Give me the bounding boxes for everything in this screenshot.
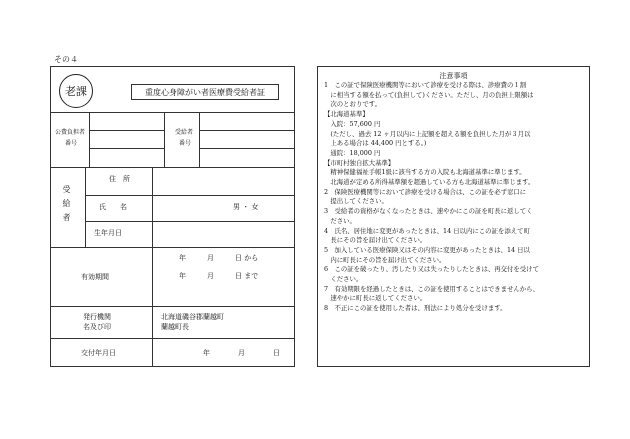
divider bbox=[152, 338, 153, 366]
note-line: 通院：18,000 円 bbox=[324, 148, 381, 157]
recipient-side-label: 受給者 bbox=[62, 185, 71, 227]
notes-panel bbox=[317, 66, 590, 367]
note-line: 4 氏名、居住地に変更があったときは、14 日以内にこの証を添えて町 bbox=[324, 226, 530, 235]
divider bbox=[164, 112, 165, 167]
notes-list bbox=[324, 81, 586, 314]
note-line: 【北海道基準】 bbox=[324, 110, 369, 119]
note-line: 内に町長にその旨を届け出てください。 bbox=[324, 255, 446, 264]
issuer-name-2: 蘭越町長 bbox=[161, 323, 189, 331]
divider bbox=[85, 167, 86, 247]
stamp-mark: 老課 bbox=[59, 74, 93, 108]
note-line: 2 保険医療機関等において診療を受ける場合は、この証を必ず窓口に bbox=[324, 187, 527, 196]
note-line: 速やかに町長に返してください。 bbox=[324, 294, 427, 303]
note-line: 6 この証を破ったり、汚したり又は失ったりしたときは、再交付を受けて bbox=[324, 265, 539, 274]
note-line: 上ある場合は 44,400 円とする。) bbox=[324, 139, 427, 148]
note-line: (ただし、過去 12 ヶ月以内に上記額を超える額を負担した月が３月以 bbox=[324, 129, 531, 138]
issuer-label: 発行機関 bbox=[83, 313, 111, 321]
divider bbox=[89, 112, 90, 167]
divider bbox=[85, 221, 294, 222]
recipient-number-label: 受給者 bbox=[175, 129, 194, 136]
issue-date-label: 交付年月日 bbox=[81, 349, 116, 357]
issue-date-value: 年 月 日 bbox=[203, 349, 280, 357]
divider bbox=[199, 130, 294, 131]
note-line: ださい。 bbox=[324, 216, 356, 225]
note-line: 次のとおりです。 bbox=[324, 100, 382, 109]
note-line: ください。 bbox=[324, 275, 363, 284]
note-line: に相当する額を払って(負担して)ください。ただし、月の負担上限額は bbox=[324, 90, 534, 99]
divider bbox=[152, 167, 153, 338]
divider bbox=[51, 247, 294, 248]
birthdate-label: 生年月日 bbox=[94, 229, 122, 237]
notes-title: 注意事項 bbox=[439, 72, 468, 80]
certificate-title: 重度心身障がい者医療費受給者証 bbox=[131, 84, 279, 100]
validity-label: 有効期間 bbox=[81, 273, 109, 281]
divider bbox=[89, 130, 164, 131]
note-line: 8 不正にこの証を使用した者は、刑法により処分を受けます。 bbox=[324, 304, 507, 313]
name-label: 氏 名 bbox=[99, 203, 127, 211]
note-line: 提出してください。 bbox=[324, 197, 388, 206]
recipient-number-label-2: 番号 bbox=[179, 140, 192, 147]
divider bbox=[199, 112, 200, 167]
certificate-card bbox=[50, 66, 295, 367]
divider bbox=[199, 148, 294, 149]
issuer-label-2: 名及び印 bbox=[83, 323, 111, 331]
validity-from: 年 月 日 から bbox=[179, 254, 259, 262]
note-line: 長にその旨を届け出てください。 bbox=[324, 236, 427, 245]
note-line: 1 この証で保険医療機関等において診療を受ける際は、診療費の１割 bbox=[324, 81, 527, 89]
note-line: 7 有効期限を経過したときは、この証を使用することはできませんから、 bbox=[324, 284, 539, 293]
divider bbox=[89, 148, 164, 149]
issuer-name: 北海道磯谷郡蘭越町 bbox=[161, 313, 224, 321]
note-line: 入院：57,600 円 bbox=[324, 119, 381, 128]
divider bbox=[85, 195, 294, 196]
payer-number-label: 公費負担者 bbox=[55, 129, 86, 136]
note-line: 3 受給者の資格がなくなったときは、速やかにこの証を町長に返してく bbox=[324, 207, 533, 216]
divider bbox=[51, 338, 294, 339]
document-label: その４ bbox=[54, 55, 78, 64]
note-line: 5 加入している医療保険又はその内容に変更があったときは、14 日以 bbox=[324, 245, 530, 254]
gender-field: 男 ・ 女 bbox=[233, 203, 259, 211]
address-label: 住 所 bbox=[109, 175, 130, 183]
payer-number-label-2: 番号 bbox=[65, 140, 78, 147]
note-line: 北海道が定める所得基準額を超過している方も北海道基準に準じます。 bbox=[324, 178, 535, 187]
divider bbox=[51, 306, 294, 307]
validity-to: 年 月 日 まで bbox=[179, 272, 259, 280]
note-line: 【市町村独自拡大基準】 bbox=[324, 158, 395, 167]
divider bbox=[51, 112, 294, 113]
divider bbox=[51, 167, 294, 168]
note-line: 精神保健福祉手帳1級に該当する方の入院も北海道基準に準じます。 bbox=[324, 168, 526, 177]
